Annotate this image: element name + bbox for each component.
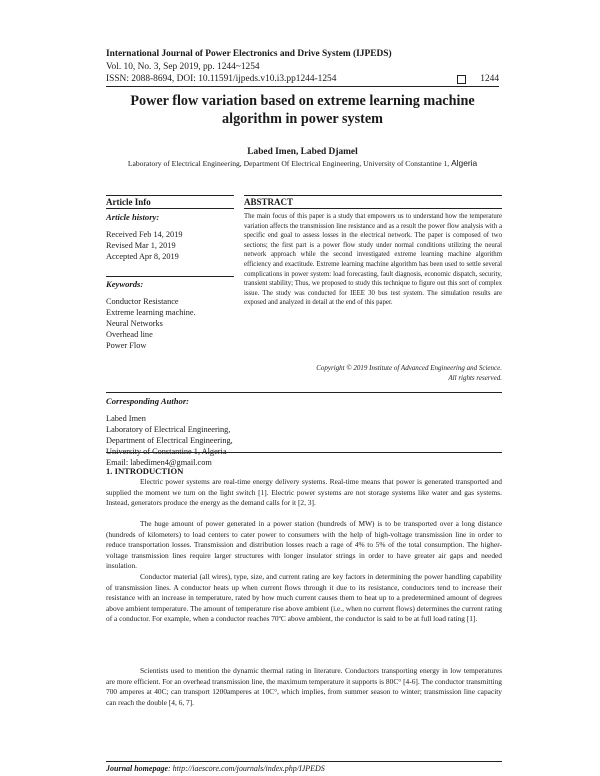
affiliation-text: Laboratory of Electrical Engineering, Department Of Electrical Engineering, University of Constantine 1,	[127, 159, 450, 168]
keyword-item: Overhead line	[106, 330, 153, 339]
title-line-2: algorithm in power system	[222, 110, 383, 127]
corresponding-line: Department of Electrical Engineering,	[106, 436, 233, 445]
footer-rule	[106, 761, 502, 762]
keywords-list	[106, 296, 196, 351]
keyword-item: Conductor Resistance	[106, 297, 179, 306]
copyright	[244, 364, 502, 383]
issn-row	[106, 73, 499, 86]
received-date: Received Feb 14, 2019	[106, 230, 183, 239]
journal-header	[106, 48, 506, 86]
corresponding-bottom-rule	[106, 452, 502, 453]
page-number: 1244	[480, 74, 499, 84]
corresponding-heading: Corresponding Author:	[106, 396, 190, 406]
intro-paragraph: The huge amount of power generated in a power station (hundreds of MW) is to be transported over a long distance (hundreds of kilometers) to load centers to cater power to consumers with the help of high-voltage transmission line in order to reduce transportation losses. Transmission and distribution losses reach a rage of 4% to 5% of the total consumption. The higher-voltage transmission lines require larger structures with longer insulator strings in order to have greater air gaps and needed insulation.	[106, 519, 502, 571]
affiliation	[106, 158, 499, 168]
abstract-heading: ABSTRACT	[244, 197, 294, 207]
info-heading-rule	[106, 208, 234, 209]
revised-date: Revised Mar 1, 2019	[106, 241, 176, 250]
footer-label: Journal homepage	[106, 764, 169, 773]
accepted-date: Accepted Apr 8, 2019	[106, 252, 179, 261]
footer	[106, 764, 325, 773]
square-icon	[457, 75, 466, 84]
intro-paragraph: Scientists used to mention the dynamic thermal rating in literature. Conductors transporting energy in low temperatures are more efficient. For an overhead transmission line, the maximum temperature it supports is 80C° [4-6]. The conductor transmitting 700 amperes at 40C; can transport 1200amperes at 10C°, which implies, from summer season to winter; transmission line capacity can reach the double [4, 6, 7].	[106, 666, 502, 707]
abstract-top-rule	[244, 195, 502, 196]
corresponding-top-rule	[106, 392, 502, 393]
abstract-heading-rule	[244, 208, 502, 209]
corresponding-line: Laboratory of Electrical Engineering,	[106, 425, 231, 434]
header-divider	[106, 86, 499, 87]
corresponding-email: Email: labedimen4@gmail.com	[106, 458, 212, 467]
journal-name: International Journal of Power Electronics and Drive System (IJPEDS)	[106, 49, 392, 59]
affiliation-country: Algeria	[451, 158, 478, 168]
journal-homepage-link[interactable]: : http://iaescore.com/journals/index.php/IJPEDS	[168, 764, 325, 773]
article-info-heading: Article Info	[106, 197, 151, 207]
corresponding-line: University of Constantine 1, Algeria	[106, 447, 227, 456]
corresponding-name: Labed Imen	[106, 414, 146, 423]
volume-line: Vol. 10, No. 3, Sep 2019, pp. 1244~1254	[106, 61, 260, 72]
section-heading: 1. INTRODUCTION	[106, 466, 184, 476]
intro-paragraph: Conductor material (all wires), type, size, and current rating are key factors in determining the power handling capability of transmission lines. A conductor heats up when current flows through it due to its resistance, conductors tend to increase their resistance with an increase in temperature, rated by how much current causes them to heat up to a predetermined amount of degrees above ambient temperature. The amount of temperature rise above ambient (i.e., when no current flows) determines the current rating of a conductor. For example, when a conductor reaches 70ºC above ambient, the conductor is said to be at full load rating [1].	[106, 572, 502, 624]
keyword-item: Extreme learning machine.	[106, 308, 196, 317]
keyword-item: Power Flow	[106, 341, 147, 350]
abstract-text: The main focus of this paper is a study that empowers us to understand how the temperature variation affects the transmission line resistance and as a result the power flow analysis with a specific end goal to assess losses in the electrical network. The paper is composed of two sections; the first part is a power flow study under normal conditions utilizing the neural network approach while the second investigated extreme learning machine algorithm efficiency and exactitude. Extreme learning machine algorithm has been used to settle several complications in power system: load forecasting, fault diagnosis, economic dispatch, security, transient stability; Thus, we proposed to study this technique to figure out this sort of complex issue. The study was conducted for IEEE 30 bus test system. The simulation results are exposed and analyzed in detail at the end of this paper.	[244, 213, 502, 307]
keyword-item: Neural Networks	[106, 319, 163, 328]
issn-line: ISSN: 2088-8694, DOI: 10.11591/ijpeds.v10.i3.pp1244-1254	[106, 74, 337, 84]
info-top-rule	[106, 195, 234, 196]
article-history	[106, 229, 183, 262]
history-divider	[106, 276, 234, 277]
paper-title	[106, 93, 499, 128]
title-line-1: Power flow variation based on extreme learning machine	[130, 93, 475, 109]
history-heading: Article history:	[106, 212, 160, 222]
copyright-line-1: Copyright © 2019 Institute of Advanced Engineering and Science.	[316, 364, 502, 372]
keywords-heading: Keywords:	[106, 279, 144, 289]
authors: Labed Imen, Labed Djamel	[247, 147, 358, 157]
copyright-line-2: All rights reserved.	[448, 373, 502, 382]
intro-paragraph: Electric power systems are real-time energy delivery systems. Real-time means that power is generated transported and supplied the moment we turn on the light switch [1]. Electric power systems are not storage systems like water and gas systems. Instead, generators produce the energy as the demand calls for it [2, 3].	[106, 477, 502, 508]
corresponding-details	[106, 413, 233, 468]
